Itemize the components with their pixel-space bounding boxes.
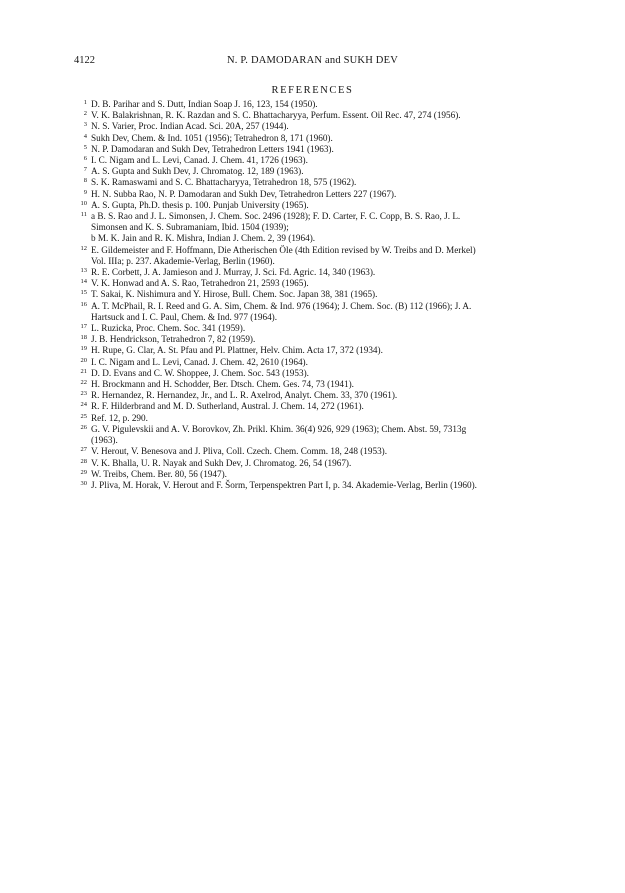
reference-number: 22	[80, 379, 87, 387]
reference-number: 12	[80, 244, 87, 252]
reference-entry	[73, 368, 578, 379]
reference-number: 27	[80, 446, 87, 454]
reference-entry	[73, 278, 578, 289]
reference-number: 4	[83, 132, 87, 140]
reference-number: 29	[80, 468, 87, 476]
reference-entry	[73, 189, 578, 200]
reference-number: 7	[83, 166, 87, 174]
reference-text-line: A. S. Gupta, Ph.D. thesis p. 100. Punjab University (1965).	[91, 199, 309, 210]
reference-text-line: A. T. McPhail, R. I. Reed and G. A. Sim, Chem. & Ind. 976 (1964); J. Chem. Soc. (B) 112 (1966); J. A.	[91, 300, 472, 311]
reference-text-line: Hartsuck and I. C. Paul, Chem. & Ind. 977 (1964).	[91, 311, 278, 322]
reference-number: 20	[80, 356, 87, 364]
reference-text-line: R. F. Hilderbrand and M. D. Sutherland, Austral. J. Chem. 14, 272 (1961).	[91, 401, 364, 412]
reference-entry	[73, 99, 578, 110]
reference-number: 26	[80, 423, 87, 431]
reference-text-line: I. C. Nigam and L. Levi, Canad. J. Chem. 42, 2610 (1964).	[91, 356, 308, 367]
reference-entry	[73, 401, 578, 412]
reference-entry	[73, 424, 578, 446]
reference-text-line: Vol. IIIa; p. 237. Akademie-Verlag, Berlin (1960).	[91, 255, 275, 266]
reference-text-line: a B. S. Rao and J. L. Simonsen, J. Chem. Soc. 2496 (1928); F. D. Carter, F. C. Copp, B. S. Rao, J. L.	[91, 211, 461, 222]
reference-text-line: b M. K. Jain and R. K. Mishra, Indian J. Chem. 2, 39 (1964).	[91, 233, 316, 244]
reference-entry	[73, 480, 578, 491]
reference-text-line: H. Brockmann and H. Schodder, Ber. Dtsch. Chem. Ges. 74, 73 (1941).	[91, 379, 354, 390]
reference-entry	[73, 301, 578, 323]
reference-text-line: V. K. Bhalla, U. R. Nayak and Sukh Dev, J. Chromatog. 26, 54 (1967).	[91, 457, 352, 468]
reference-number: 16	[80, 300, 87, 308]
page-number: 4122	[74, 55, 95, 66]
reference-number: 30	[80, 479, 87, 487]
reference-entry	[73, 267, 578, 278]
reference-text-line: H. N. Subba Rao, N. P. Damodaran and Sukh Dev, Tetrahedron Letters 227 (1967).	[91, 188, 397, 199]
reference-text-line: L. Ruzicka, Proc. Chem. Soc. 341 (1959).	[91, 323, 246, 334]
reference-text-line: R. Hernandez, R. Hernandez, Jr., and L. R. Axelrod, Analyt. Chem. 33, 370 (1961).	[91, 390, 398, 401]
reference-number: 25	[80, 412, 87, 420]
reference-number: 19	[80, 345, 87, 353]
reference-entry	[73, 144, 578, 155]
running-head: N. P. DAMODARAN and SUKH DEV	[227, 55, 398, 66]
reference-number: 14	[80, 278, 87, 286]
reference-entry	[73, 155, 578, 166]
reference-text-line: V. Herout, V. Benesova and J. Pliva, Coll. Czech. Chem. Comm. 18, 248 (1953).	[91, 446, 388, 457]
reference-number: 5	[83, 143, 87, 151]
reference-number: 24	[80, 401, 87, 409]
reference-number: 11	[80, 211, 87, 219]
reference-entry	[73, 133, 578, 144]
reference-text-line: A. S. Gupta and Sukh Dev, J. Chromatog. 12, 189 (1963).	[91, 166, 304, 177]
reference-entry	[73, 357, 578, 368]
references-heading: REFERENCES	[271, 85, 354, 96]
reference-text-line: D. D. Evans and C. W. Shoppee, J. Chem. Soc. 543 (1953).	[91, 367, 309, 378]
reference-text-line: Sukh Dev, Chem. & Ind. 1051 (1956); Tetrahedron 8, 171 (1960).	[91, 132, 333, 143]
reference-entry	[73, 345, 578, 356]
reference-entry	[73, 446, 578, 457]
reference-entry	[73, 289, 578, 300]
reference-entry	[73, 390, 578, 401]
reference-number: 3	[83, 121, 87, 129]
reference-list	[73, 99, 578, 491]
reference-entry	[73, 211, 578, 245]
reference-entry	[73, 334, 578, 345]
reference-entry	[73, 177, 578, 188]
reference-text-line: H. Rupe, G. Clar, A. St. Pfau and Pl. Plattner, Helv. Chim. Acta 17, 372 (1934).	[91, 345, 383, 356]
reference-entry	[73, 121, 578, 132]
reference-number: 10	[80, 199, 87, 207]
reference-text-line: W. Treibs, Chem. Ber. 80, 56 (1947).	[91, 468, 227, 479]
reference-number: 28	[80, 457, 87, 465]
reference-number: 6	[83, 155, 87, 163]
reference-number: 17	[80, 323, 87, 331]
reference-text-line: G. V. Pigulevskii and A. V. Borovkov, Zh. Prikl. Khim. 36(4) 926, 929 (1963); Chem. Abst. 59, 7313g	[91, 423, 467, 434]
reference-entry	[73, 413, 578, 424]
reference-entry	[73, 245, 578, 267]
reference-number: 2	[83, 110, 87, 118]
reference-text-line: N. S. Varier, Proc. Indian Acad. Sci. 20A, 257 (1944).	[91, 121, 289, 132]
reference-text-line: Ref. 12, p. 290.	[91, 412, 148, 423]
reference-text-line: I. C. Nigam and L. Levi, Canad. J. Chem. 41, 1726 (1963).	[91, 155, 308, 166]
reference-text-line: V. K. Honwad and A. S. Rao, Tetrahedron 21, 2593 (1965).	[91, 278, 309, 289]
reference-entry	[73, 469, 578, 480]
reference-text-line: (1963).	[91, 435, 118, 446]
reference-text-line: R. E. Corbett, J. A. Jamieson and J. Murray, J. Sci. Fd. Agric. 14, 340 (1963).	[91, 267, 376, 278]
reference-number: 23	[80, 390, 87, 398]
reference-number: 9	[83, 188, 87, 196]
reference-text-line: J. Pliva, M. Horak, V. Herout and F. Šorm, Terpenspektren Part I, p. 34. Akademie-Verlag, Berlin (1960).	[91, 479, 477, 490]
reference-text-line: S. K. Ramaswami and S. C. Bhattacharyya, Tetrahedron 18, 575 (1962).	[91, 177, 357, 188]
reference-number: 8	[83, 177, 87, 185]
reference-entry	[73, 379, 578, 390]
reference-text-line: V. K. Balakrishnan, R. K. Razdan and S. C. Bhattacharyya, Perfum. Essent. Oil Rec. 47, 274 (1956).	[91, 110, 461, 121]
reference-text-line: N. P. Damodaran and Sukh Dev, Tetrahedron Letters 1941 (1963).	[91, 143, 334, 154]
reference-number: 1	[83, 99, 87, 106]
reference-number: 21	[80, 367, 87, 375]
reference-entry	[73, 166, 578, 177]
reference-entry	[73, 323, 578, 334]
reference-entry	[73, 110, 578, 121]
reference-entry	[73, 200, 578, 211]
reference-number: 15	[80, 289, 87, 297]
reference-text-line: E. Gildemeister and F. Hoffmann, Die Atherischen Öle (4th Edition revised by W. Treibs and D. Merkel)	[91, 244, 476, 255]
reference-number: 13	[80, 267, 87, 275]
reference-text-line: J. B. Hendrickson, Tetrahedron 7, 82 (1959).	[91, 334, 256, 345]
reference-text-line: D. B. Parihar and S. Dutt, Indian Soap J. 16, 123, 154 (1950).	[91, 99, 318, 109]
reference-number: 18	[80, 334, 87, 342]
reference-text-line: Simonsen and K. S. Subramaniam, Ibid. 1504 (1939);	[91, 222, 289, 233]
reference-entry	[73, 458, 578, 469]
reference-text-line: T. Sakai, K. Nishimura and Y. Hirose, Bull. Chem. Soc. Japan 38, 381 (1965).	[91, 289, 378, 300]
